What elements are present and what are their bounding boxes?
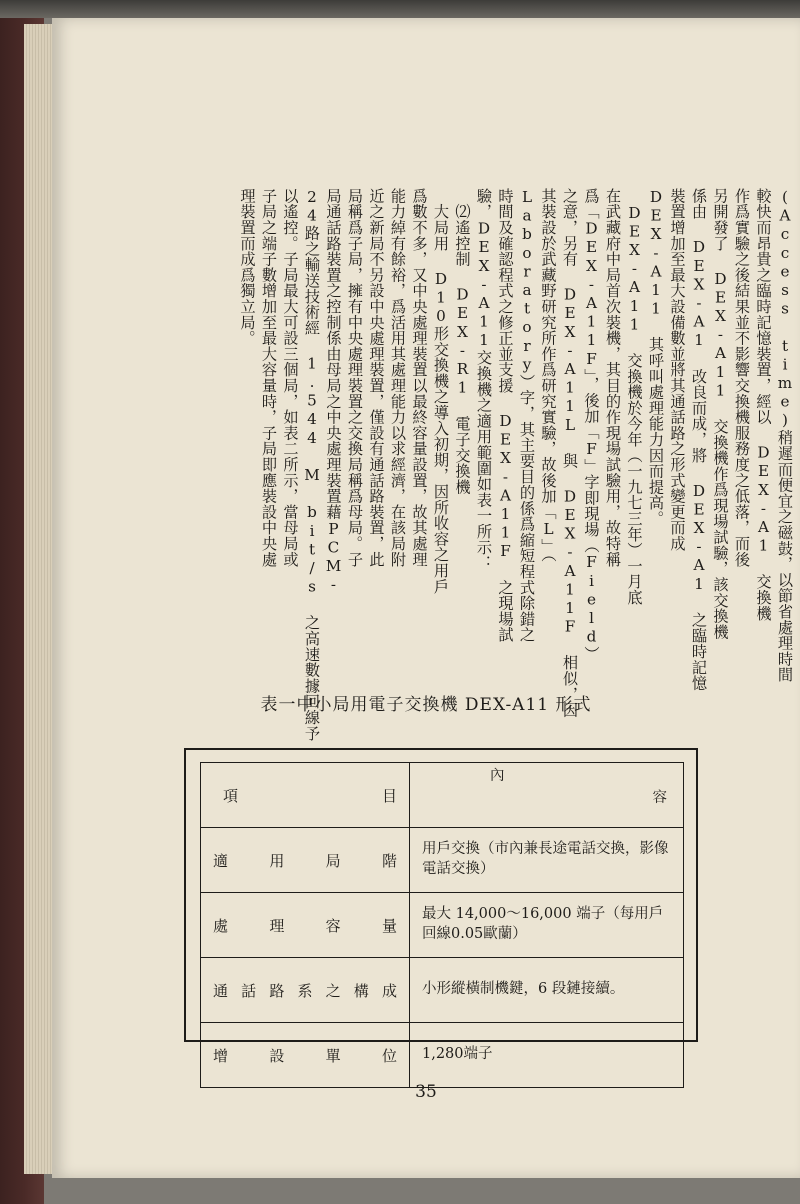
table-row (201, 958, 684, 1023)
text-column: 驗，DEX-A11交換機之適用範圍如表一所示： (475, 188, 493, 571)
text-column: 大局用 D10形交換機之導入初期，因所收容之用戶 (432, 188, 450, 595)
row-label-cell (201, 828, 410, 893)
page-number: 35 (415, 1082, 437, 1102)
text-column: 較快而昂貴之臨時記憶裝置，經以 DEX-A1 交換機 (754, 188, 773, 622)
text-column: 爲數不多，又中央處理裝置以最終容量設置，故其處理 (410, 188, 429, 568)
header-label (213, 785, 397, 806)
label-char: 設 (269, 1046, 285, 1065)
table-row (201, 893, 684, 958)
row-label (213, 915, 397, 936)
text-column: 能力綽有餘裕，爲活用其處理能力以求經濟，在該局附 (389, 188, 407, 568)
label-char: 通 (213, 981, 229, 1000)
row-label-cell (201, 1023, 410, 1088)
label-char: 目 (381, 786, 397, 805)
row-value: 用戶交換（市內兼長途電話交換，影像電話交換） (410, 828, 684, 893)
table-row (201, 828, 684, 893)
page-edges (24, 24, 54, 1174)
row-label (213, 1045, 397, 1066)
text-column: 其裝設於武藏野研究所作爲研究實驗，故後加「L」（ (539, 188, 558, 563)
background-edge (0, 0, 800, 18)
text-column: (Access time)稍遲而便宜之磁鼓，以節省處理時間 (776, 188, 794, 683)
label-char: 理 (269, 916, 285, 935)
row-value: 小形縱橫制機鍵，6 段鏈接續。 (410, 958, 684, 1023)
text-column: DEX-A11 交換機於今年（一九七三年）一月底 (625, 188, 644, 606)
table-header-row (201, 763, 684, 828)
text-column: 時間及確認程式之修正並支援 DEX-A11F 之現場試 (496, 188, 515, 643)
label-char: 路 (269, 981, 285, 1000)
text-column: ⑵遙控制 DEX-R1 電子交換機 (453, 188, 472, 495)
label-char: 話 (241, 981, 257, 1000)
header-value-top: 內 (490, 768, 505, 784)
row-value: 1,280端子 (410, 1023, 684, 1088)
label-char: 單 (325, 1046, 341, 1065)
text-column: Laboratory）字，其主要目的係爲縮短程式除錯之 (518, 188, 536, 643)
label-char: 構 (353, 981, 369, 1000)
header-value-cell (410, 763, 684, 828)
label-char: 之 (325, 981, 341, 1000)
label-char: 系 (297, 981, 313, 1000)
row-label (213, 850, 397, 871)
text-column: 裝置增加至最大設備數並將其通話路之形式變更而成 (668, 188, 687, 552)
label-char: 適 (213, 851, 229, 870)
text-column: 爲「DEX-A11F」，後加「F」字即現場（Field） (582, 188, 601, 662)
row-label (213, 980, 397, 1001)
table-caption: 表一中小局用電子交換機 DEX-A11 形式 (260, 695, 592, 715)
text-column: 子局之端子數增加至最大容量時，子局即應裝設中央處 (260, 188, 278, 568)
label-char: 項 (223, 786, 239, 805)
text-column: 作爲實驗之後結果並不影響交換機服務度之低落，而後 (733, 188, 751, 568)
label-char: 局 (325, 851, 341, 870)
book-page (52, 18, 800, 1178)
label-char: 用 (269, 851, 285, 870)
label-char: 容 (325, 916, 341, 935)
table-row (201, 1023, 684, 1088)
label-char: 增 (213, 1046, 229, 1065)
label-char: 階 (381, 851, 397, 870)
text-column: 在武藏府中局首次裝機，其目的作現場試驗用，故特稱 (604, 188, 622, 568)
text-column: DEX-A11 其呼叫處理能力因而提高。 (647, 188, 665, 527)
spec-table (200, 762, 684, 1088)
row-label-cell (201, 958, 410, 1023)
text-column: 近之新局不另設中央處理裝置，僅設有通話路裝置，此 (367, 188, 386, 568)
text-column: 之意，另有 DEX-A11L 與 DEX-A11F 相似，因 (561, 188, 579, 718)
text-column: 係由 DEX-A1 改良而成，將 DEX-A1 之臨時記憶 (690, 188, 708, 691)
spec-table-frame (184, 748, 698, 1065)
text-column: 24路之輸送技術經 1.544 M bit/s 之高速數據回線予 (303, 188, 321, 742)
text-column: 局通話路裝置之控制係由母局之中央處理裝置藉PCM- (324, 188, 343, 595)
text-column: 理裝置而成爲獨立局。 (238, 188, 257, 346)
row-value: 最大 14,000～16,000 端子（每用戶回線0.05歐蘭） (410, 893, 684, 958)
label-char: 處 (213, 916, 229, 935)
label-char: 量 (381, 916, 397, 935)
label-char: 成 (381, 981, 397, 1000)
row-label-cell (201, 893, 410, 958)
header-value-bottom: 容 (652, 790, 667, 806)
text-column: 以遙控。子局最大可設三個局，如表二所示，當母局或 (281, 188, 300, 568)
header-label-cell (201, 763, 410, 828)
text-column: 局稱爲子局，擁有中央處理裝置之交換局稱爲母局。子 (346, 188, 364, 568)
label-char: 位 (381, 1046, 397, 1065)
text-column: 另開發了 DEX-A11 交換機作爲現場試驗，該交換機 (711, 188, 730, 640)
